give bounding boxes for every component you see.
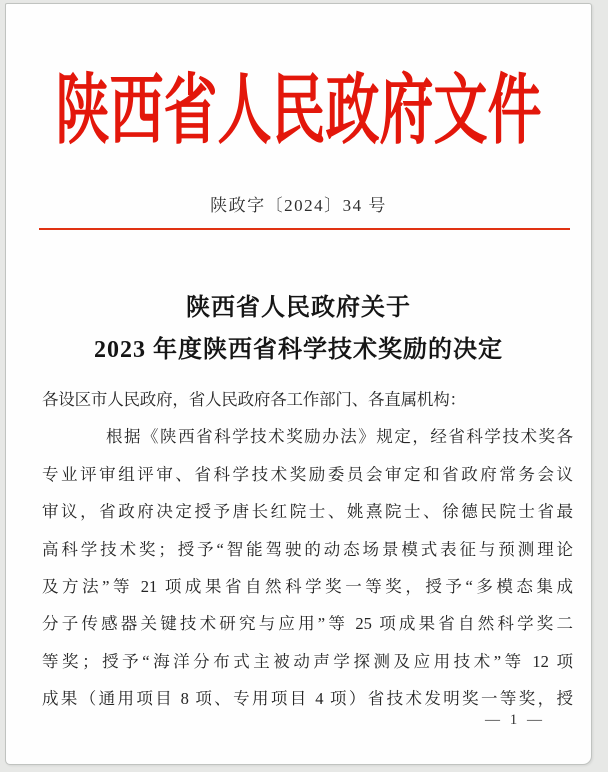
body-line: 高科学技术奖；授予“智能驾驶的动态场景模式表征与预测理论 <box>42 539 573 559</box>
red-separator-line <box>39 228 570 230</box>
salutation-line: 各设区市人民政府，省人民政府各工作部门、各直属机构： <box>42 390 466 409</box>
body-line: 等奖；授予“海洋分布式主被动声学探测及应用技术”等 12 项 <box>42 651 573 671</box>
document-title <box>6 287 591 371</box>
document-header-banner <box>6 54 591 154</box>
body-line: 及方法”等 21 项成果省自然科学奖一等奖，授予“多模态集成 <box>42 577 573 597</box>
body-line: 根据《陕西省科学技术奖励办法》规定，经省科学技术奖各 <box>106 427 573 447</box>
document-title-line2: 2023 年度陕西省科学技术奖励的决定 <box>94 337 503 363</box>
government-banner-title: 陕西省人民政府文件 <box>55 67 542 153</box>
document-title-line1: 陕西省人民政府关于 <box>186 295 411 321</box>
document-body <box>42 381 573 718</box>
document-page <box>5 3 592 765</box>
document-number: 陕政字〔2024〕34 号 <box>210 196 387 215</box>
page-number: — 1 — <box>485 712 545 728</box>
body-line: 成果（通用项目 8 项、专用项目 4 项）省技术发明奖一等奖，授 <box>42 689 573 709</box>
body-line: 专业评审组评审、省科学技术奖励委员会审定和省政府常务会议 <box>42 464 573 484</box>
body-line: 分子传感器关键技术研究与应用”等 25 项成果省自然科学奖二 <box>42 614 573 634</box>
body-line: 审议，省政府决定授予唐长红院士、姚熹院士、徐德民院士省最 <box>42 502 573 522</box>
